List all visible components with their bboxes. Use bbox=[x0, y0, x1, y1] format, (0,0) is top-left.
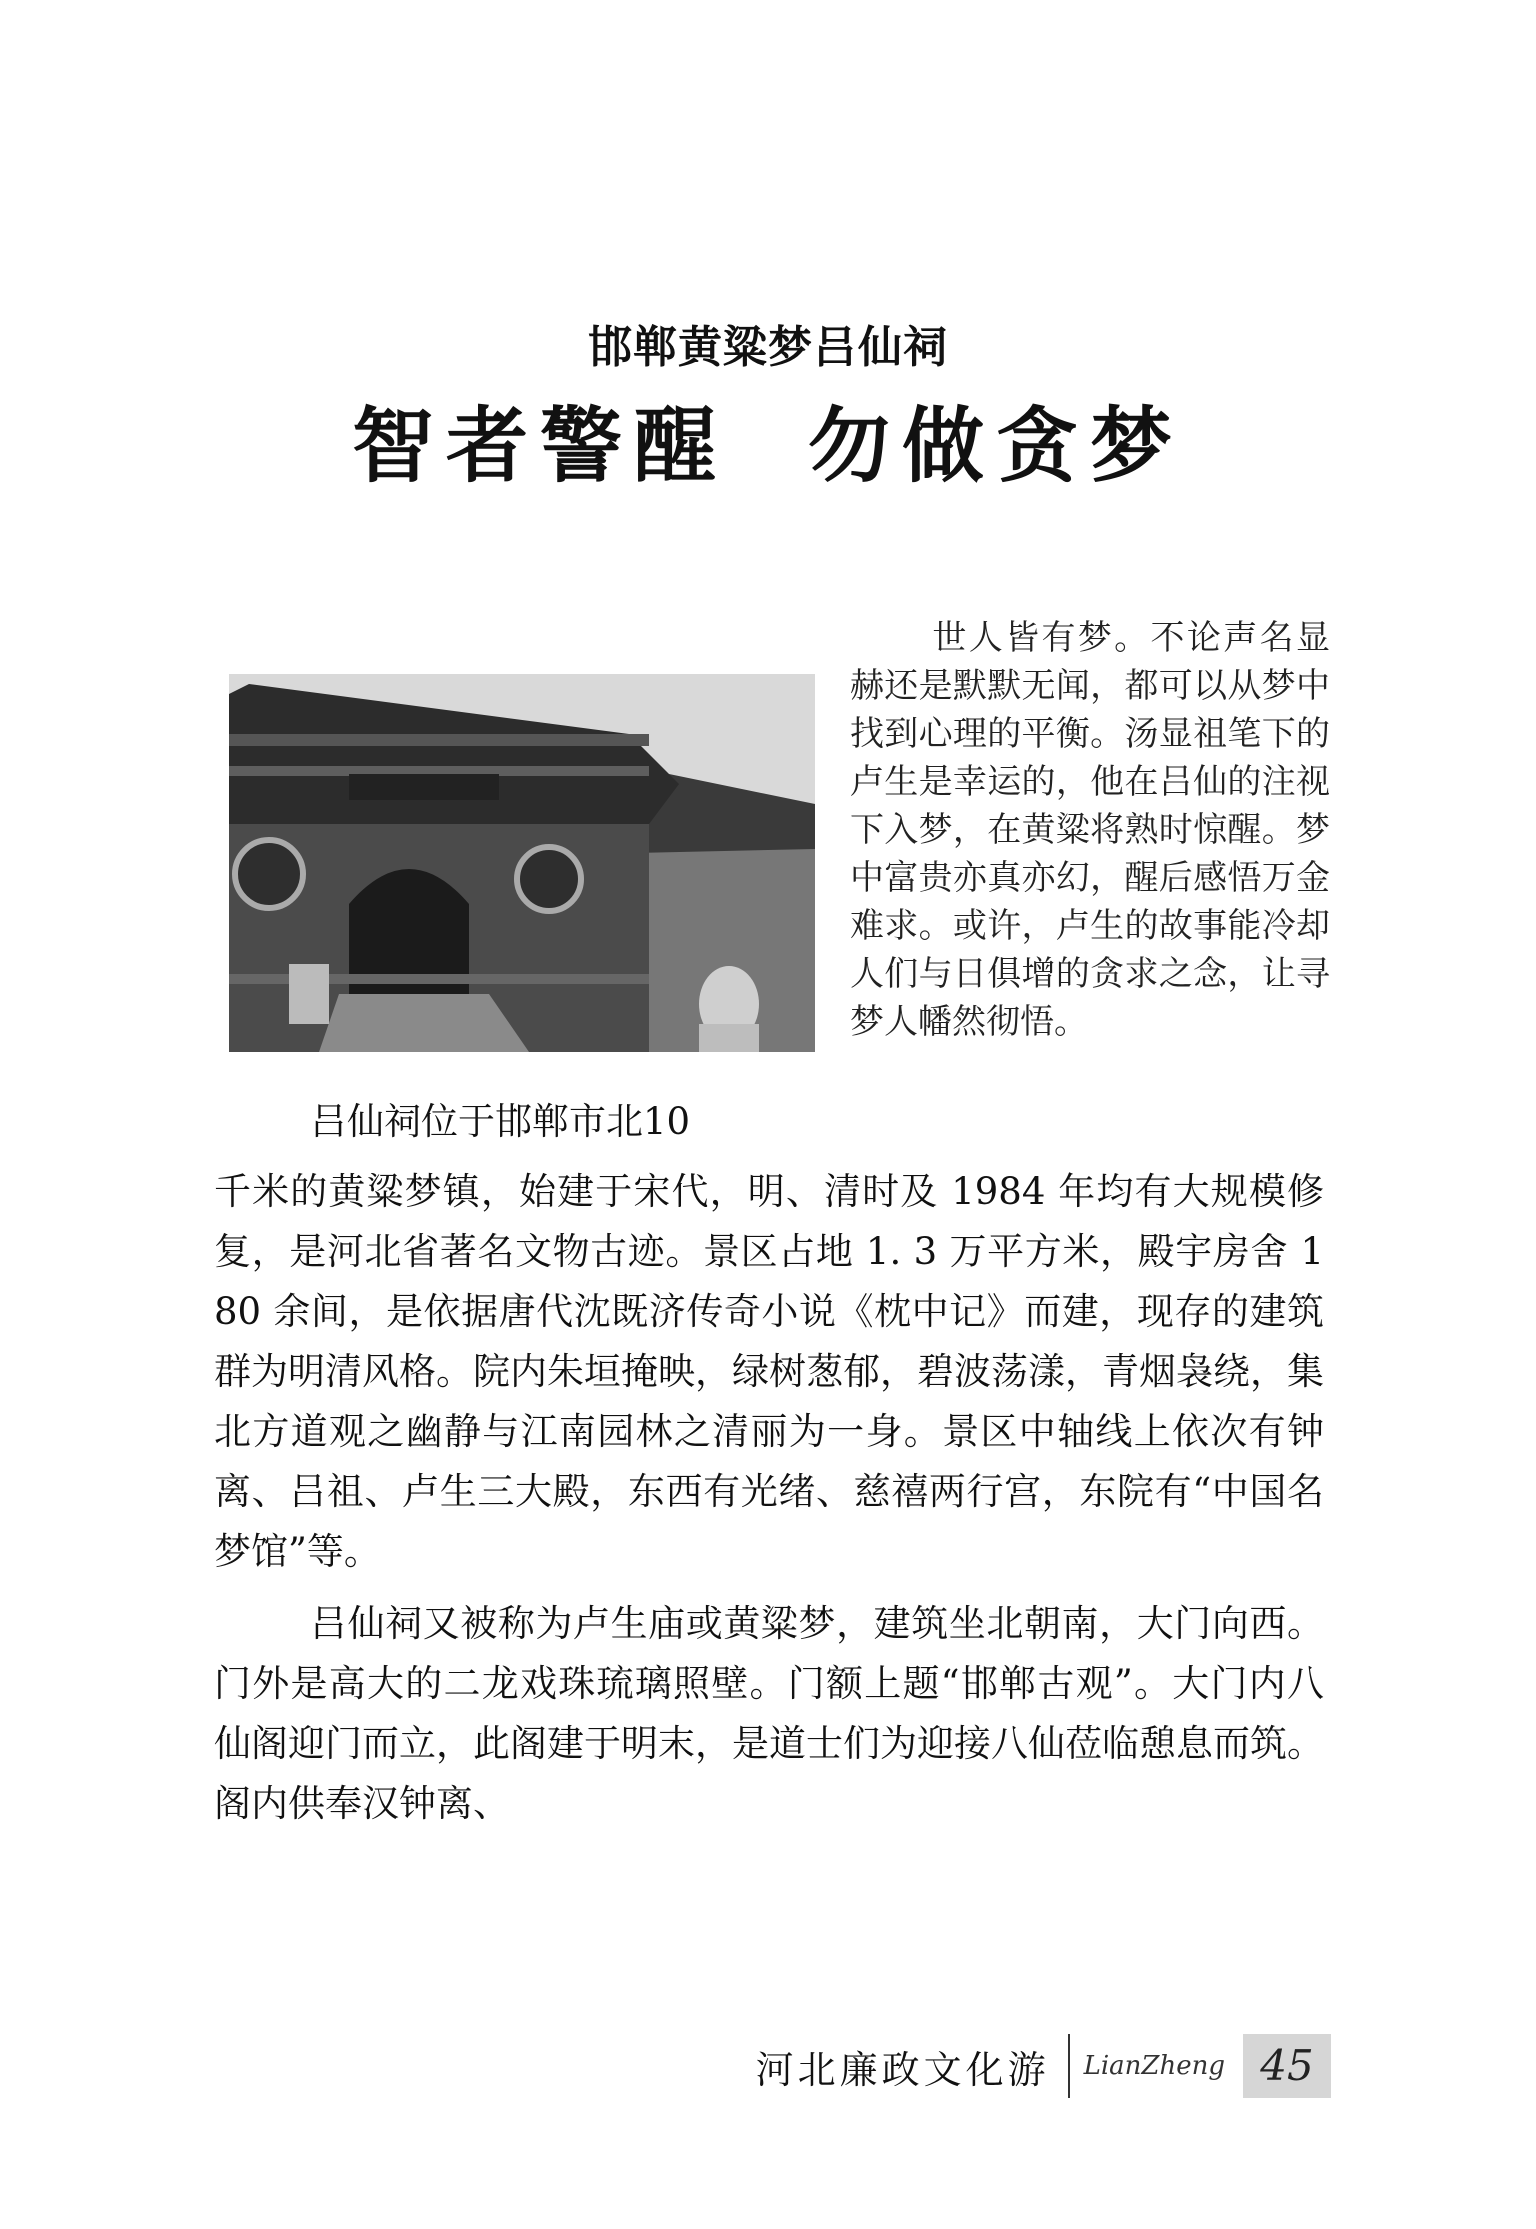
series-title: 河北廉政文化游 bbox=[755, 2047, 1050, 2092]
article-title bbox=[0, 392, 1536, 502]
body-paragraph-2: 吕仙祠又被称为卢生庙或黄粱梦，建筑坐北朝南，大门向西。门外是高大的二龙戏珠琉璃照壁。门额上题“邯郸古观”。大门内八仙阁迎门而立，此阁建于明末，是道士们为迎接八仙莅临憩息而筑。阁内供奉汉钟离、 bbox=[214, 1602, 1324, 1825]
footer-divider bbox=[1068, 2034, 1070, 2098]
temple-gate-photo bbox=[229, 674, 815, 1052]
title-part-1: 智者警醒 bbox=[351, 399, 728, 494]
intro-paragraph: 世人皆有梦。不论声名显赫还是默默无闻，都可以从梦中找到心理的平衡。汤显祖笔下的卢生是幸运的，他在吕仙的注视下入梦，在黄粱将熟时惊醒。梦中富贵亦真亦幻，醒后感悟万金难求。或许，卢生的故事能冷却人们与日俱增的贪求之念，让寻梦人幡然彻悟。 bbox=[850, 618, 1330, 1042]
article-body bbox=[214, 1162, 1324, 1834]
temple-gate-illustration bbox=[229, 674, 815, 1052]
intro-text bbox=[850, 614, 1330, 1046]
body-paragraph-1: 千米的黄粱梦镇，始建于宋代，明、清时及 1984 年均有大规模修复，是河北省著名文物古迹。景区占地 1. 3 万平方米，殿宇房舍 180 余间，是依据唐代沈既济传奇小说《枕中记》而建，现存的建筑群为明清风格。院内朱垣掩映，绿树葱郁，碧波荡漾，青烟袅绕，集北方道观之幽静与江南园林之清丽为一身。景区中轴线上依次有钟离、吕祖、卢生三大殿，东西有光绪、慈禧两行宫，东院有“中国名梦馆”等。 bbox=[214, 1170, 1324, 1573]
body-first-line bbox=[214, 1092, 814, 1152]
title-part-2: 勿做贪梦 bbox=[808, 399, 1185, 494]
article-subtitle: 邯郸黄粱梦吕仙祠 bbox=[588, 322, 948, 373]
page-number: 45 bbox=[1243, 2034, 1331, 2098]
page-footer bbox=[756, 2026, 1331, 2106]
body-first-line-text: 吕仙祠位于邯郸市北10 bbox=[310, 1100, 691, 1143]
lianzheng-logo: LianZheng bbox=[1083, 2051, 1225, 2081]
